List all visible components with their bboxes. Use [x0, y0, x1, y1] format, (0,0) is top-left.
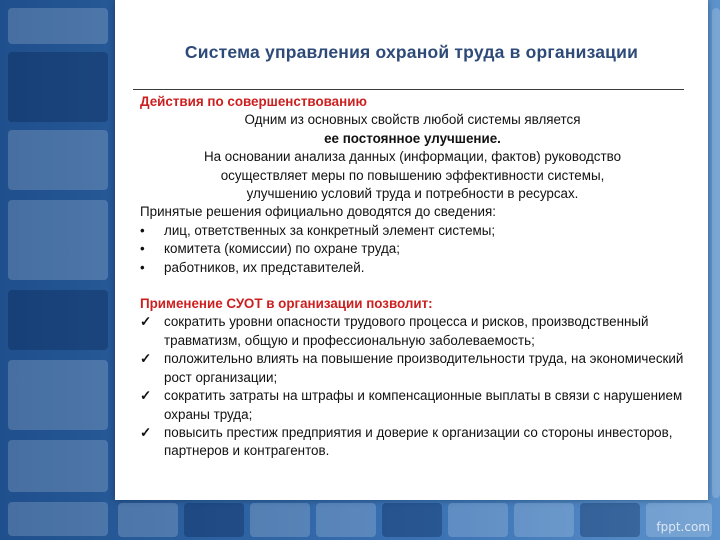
background-tile	[8, 200, 108, 280]
background-tile	[8, 52, 108, 122]
list-item-text: сократить уровни опасности трудового процесса и рисков, производственный травматизм, общую и профессиональную заболеваемость;	[164, 314, 649, 348]
background-tile	[8, 360, 108, 430]
text-line: На основании анализа данных (информации, фактов) руководство	[203, 149, 622, 165]
background-tile	[448, 503, 508, 537]
text-line: улучшению условий труда и потребности в ресурсах.	[246, 186, 579, 202]
bullet-icon: •	[140, 241, 145, 257]
section-heading-improvement: Действия по совершенствованию	[140, 94, 367, 109]
list-item	[140, 350, 685, 387]
background-tile	[8, 290, 108, 350]
background-tile	[184, 503, 244, 537]
background-tile	[8, 8, 108, 44]
slide-title: Система управления охраной труда в организации	[184, 42, 639, 62]
background-tile	[8, 502, 108, 536]
checkmark-icon: ✓	[140, 314, 152, 330]
slide-content	[140, 93, 685, 461]
list-item-text: лиц, ответственных за конкретный элемент системы;	[164, 222, 496, 238]
watermark: fppt.com	[656, 520, 710, 534]
checkmark-icon: ✓	[140, 388, 152, 404]
bullet-icon: •	[140, 259, 145, 275]
list-item	[140, 387, 685, 424]
background-tile	[580, 503, 640, 537]
background-tile	[8, 130, 108, 190]
bullet-icon: •	[140, 222, 145, 238]
section-heading-benefits: Применение СУОТ в организации позволит:	[140, 296, 433, 312]
list-item	[140, 222, 685, 240]
text-line: осуществляет меры по повышению эффективности системы,	[220, 167, 605, 183]
list-item-text: положительно влиять на повышение производительности труда, на экономический рост организации;	[164, 351, 684, 385]
list-item-text: повысить престиж предприятия и доверие к организации со стороны инвесторов, партнеров и контрагентов.	[164, 424, 673, 459]
title-divider	[133, 89, 684, 90]
decisions-intro: Принятые решения официально доводятся до сведения:	[140, 204, 496, 220]
background-tile	[250, 503, 310, 537]
background-tile	[712, 8, 720, 498]
text-line-emphasis: ее постоянное улучшение.	[324, 130, 501, 146]
list-item-text: сократить затраты на штрафы и компенсационные выплаты в связи с нарушением охраны труда;	[164, 388, 683, 422]
background-tile	[514, 503, 574, 537]
list-item-text: работников, их представителей.	[164, 259, 365, 275]
list-item	[140, 313, 685, 350]
checkmark-icon: ✓	[140, 424, 152, 440]
background-tile	[382, 503, 442, 537]
list-item-text: комитета (комиссии) по охране труда;	[164, 241, 400, 257]
list-item	[140, 240, 685, 258]
paper-fade	[115, 470, 708, 500]
background-tile	[316, 503, 376, 537]
list-item	[140, 259, 685, 277]
background-tile	[118, 503, 178, 537]
background-tile	[8, 440, 108, 492]
list-item	[140, 424, 685, 461]
text-line: Одним из основных свойств любой системы является	[244, 112, 581, 128]
section-spacer	[140, 277, 685, 295]
checkmark-icon: ✓	[140, 351, 152, 367]
